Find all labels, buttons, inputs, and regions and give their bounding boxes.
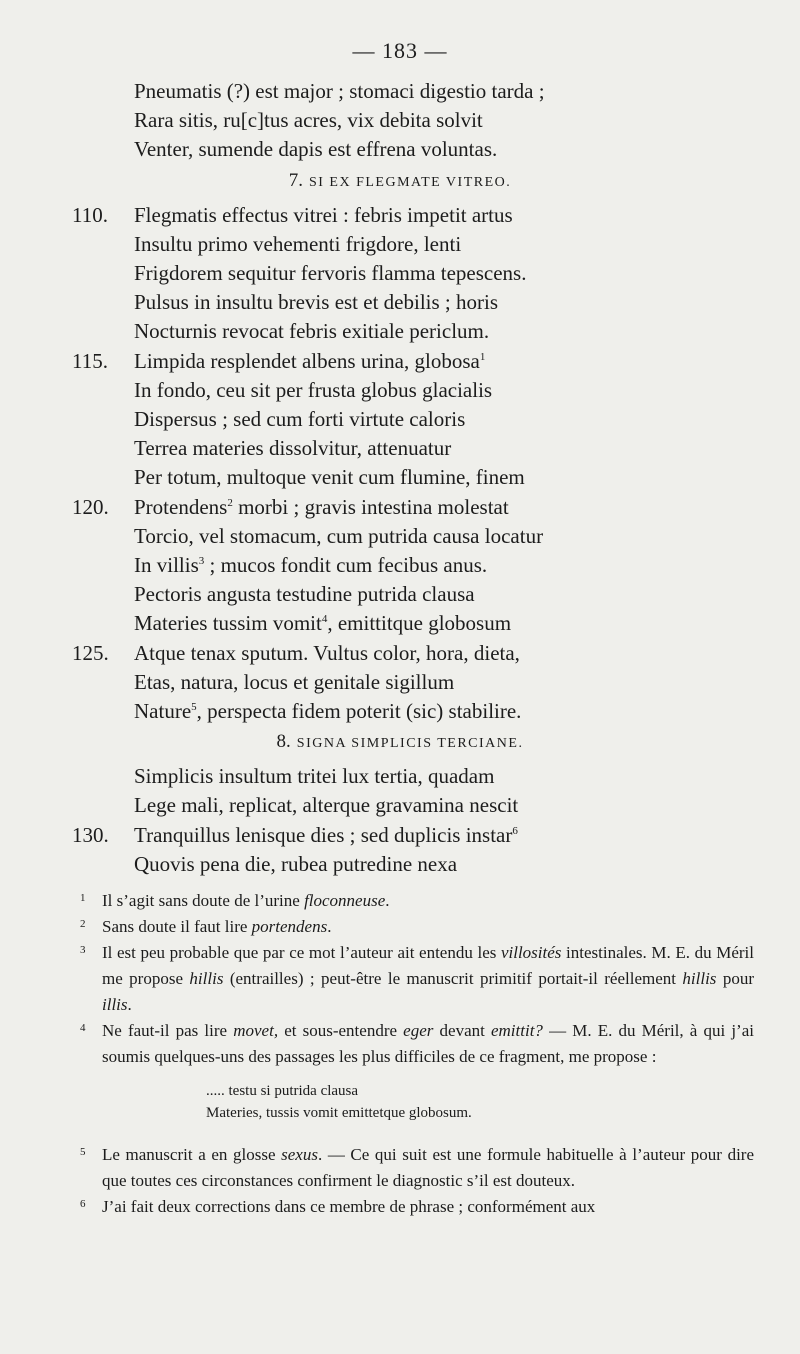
verse-text-main: Pneumatis (?) est major ; stomaci digestio tarda ; [134, 79, 545, 103]
verse-text-main: Torcio, vel stomacum, cum putrida causa locatur [134, 523, 544, 548]
verse-text-main: Flegmatis effectus vitrei : febris impetit artus [134, 202, 513, 227]
footnote-3 [76, 940, 754, 1018]
verse-text [134, 76, 545, 106]
verse-text-main: Rara sitis, ru[c]tus acres, vix debita solvit [134, 108, 483, 133]
footnote-2 [76, 914, 754, 940]
footnote-marker: 6 [80, 1198, 86, 1210]
verse-text [134, 134, 497, 164]
section-heading [0, 170, 800, 194]
footnote-italic: portendens [251, 917, 328, 936]
line-number: 115. [72, 348, 108, 373]
verse-text [134, 492, 509, 522]
footnote-text: . [327, 917, 332, 936]
quote-line: Materies, tussis vomit emittetque globosum. [206, 1105, 472, 1121]
verse-text-main: Nature [134, 699, 192, 723]
verse-text [134, 761, 494, 791]
footnote-italic: hillis [189, 969, 224, 988]
footnote-marker: 5 [80, 1146, 86, 1158]
footnote-italic: illis [102, 995, 128, 1014]
footnote-ref: 1 [479, 350, 486, 363]
footnote-italic: floconneuse [304, 891, 386, 910]
verse-text [134, 316, 489, 346]
verse-text-main: Etas, natura, locus et genitale sigillum [134, 669, 455, 694]
section-title: SI EX FLEGMATE VITREO. [308, 174, 512, 190]
verse-text [134, 287, 498, 317]
verse-text [134, 820, 518, 850]
verse-text [134, 790, 518, 820]
section-number: 7. [288, 169, 303, 191]
footnote-4 [76, 1018, 754, 1070]
line-number: 110. [72, 202, 108, 227]
footnote-marker: 3 [80, 944, 86, 956]
footnote-text: (entrailles) ; peut-être le manuscrit primitif portait-il réellement [223, 969, 683, 988]
verse-text-main: Frigdorem sequitur fervoris flamma tepescens. [134, 261, 527, 285]
footnote-italic: villosités [500, 943, 562, 962]
page-number: — 183 — [352, 38, 448, 63]
footnote-ref: 2 [227, 496, 233, 509]
verse-text-main: Nocturnis revocat febris exitiale periclum. [134, 319, 490, 344]
verse-text-main: Terrea materies dissolvitur, attenuatur [134, 436, 452, 461]
section-number: 8. [276, 731, 291, 753]
line-number: 130. [72, 822, 109, 847]
verse-text [134, 521, 543, 551]
verse-text-main: In fondo, ceu sit per frusta globus glacialis [134, 377, 493, 402]
verse-text-main: Pulsus in insultu brevis est et debilis ; horis [134, 290, 499, 315]
footnote-ref: 3 [198, 555, 205, 567]
verse-text [134, 550, 487, 580]
verse-text [134, 462, 525, 492]
footnote-text: devant [433, 1021, 491, 1040]
verse-text-main: Lege mali, replicat, alterque gravamina nescit [134, 793, 519, 818]
footnote-marker: 1 [80, 892, 86, 904]
footnote-5 [76, 1142, 754, 1194]
verse-text-main: Tranquillus lenisque dies ; sed duplicis instar [134, 822, 513, 847]
verse-text [134, 258, 526, 288]
footnote-6 [76, 1194, 754, 1220]
footnote-text: et sous-entendre [278, 1021, 404, 1040]
verse-text [134, 105, 483, 135]
footnotes [76, 888, 754, 1220]
footnote-italic: movet, [233, 1021, 279, 1040]
footnote-italic: emittit? [490, 1021, 543, 1040]
verse-text-rest: , emittitque globosum [327, 611, 512, 636]
footnote-text: . [127, 995, 132, 1014]
verse-text [134, 608, 511, 638]
verse-text [134, 696, 521, 726]
footnote-text: pour [716, 969, 754, 988]
verse-text [134, 667, 454, 697]
line-number: 120. [72, 494, 109, 519]
verse-text-main: In villis [134, 553, 199, 577]
section-title: SIGNA SIMPLICIS TERCIANE. [296, 736, 524, 752]
quote-line: ..... testu si putrida clausa [206, 1083, 359, 1099]
verse-text-main: Limpida resplendet albens urina, globosa [134, 348, 480, 373]
section-heading [0, 731, 800, 755]
footnote-text: Il s’agit sans doute de l’urine [102, 891, 305, 910]
footnote-text: Il est peu probable que par ce mot l’auteur ait entendu les [102, 943, 501, 962]
verse-text [134, 849, 457, 879]
footnote-italic: sexus [281, 1145, 318, 1164]
footnote-ref: 4 [321, 613, 328, 626]
verse-text [134, 346, 485, 376]
footnote-1 [76, 888, 754, 914]
verse-text-rest: ; mucos fondit cum fecibus anus. [204, 553, 488, 577]
verse-text-main: Protendens [134, 494, 228, 519]
verse-text-rest: morbi ; gravis intestina molestat [232, 494, 509, 519]
footnote-marker: 4 [80, 1022, 86, 1034]
verse-text [134, 638, 520, 668]
footnote-text: Sans doute il faut lire [102, 917, 252, 936]
verse-text-main: Pectoris angusta testudine putrida clausa [134, 582, 475, 607]
verse-text-main: Venter, sumende dapis est effrena voluntas. [134, 137, 498, 162]
verse-text [134, 229, 461, 259]
verse-text-main: Atque tenax sputum. Vultus color, hora, dieta, [134, 640, 520, 665]
footnote-text: Ne faut-il pas lire [102, 1021, 234, 1040]
verse-text-main: Quovis pena die, rubea putredine nexa [134, 851, 458, 876]
verse-text-main: Simplicis insultum tritei lux tertia, quadam [134, 764, 495, 789]
footnote-text: intestinales. M. E. du Méril me propose [102, 943, 754, 988]
line-number: 125. [72, 640, 109, 665]
footnote-text: . [385, 891, 390, 910]
verse-text [134, 404, 465, 434]
footnote-text: J’ai fait deux corrections dans ce membre de phrase ; conformément aux [102, 1197, 596, 1216]
footnote-ref: 5 [191, 701, 197, 713]
footnote-italic: eger [403, 1021, 434, 1040]
verse-text-main: Dispersus ; sed cum forti virtute caloris [134, 407, 466, 431]
verse-text [134, 579, 475, 609]
footnote-quote [206, 1080, 754, 1124]
footnote-ref: 6 [512, 824, 518, 837]
verse-text-main: Insultu primo vehementi frigdore, lenti [134, 231, 462, 256]
footnote-italic: hillis [682, 969, 717, 988]
verse-text-rest: , perspecta fidem poterit (sic) stabilire. [196, 699, 522, 723]
verse-text [134, 433, 451, 463]
footnote-marker: 2 [80, 918, 86, 930]
verse-text [134, 375, 492, 405]
footnote-text: . — Ce qui suit est une formule habituelle à l’auteur pour dire que toutes ces circonstances confirment le diagnostic s’il est douteux. [102, 1145, 754, 1190]
footnote-text: — M. E. du Méril, à qui j’ai soumis quelques-uns des passages les plus difficiles de ce fragment, me propose : [102, 1021, 754, 1066]
verse-text-main: Materies tussim vomit [134, 611, 322, 636]
footnote-text: Le manuscrit a en glosse [102, 1145, 282, 1164]
verse-text [134, 200, 513, 230]
verse-text-main: Per totum, multoque venit cum flumine, finem [134, 465, 525, 490]
